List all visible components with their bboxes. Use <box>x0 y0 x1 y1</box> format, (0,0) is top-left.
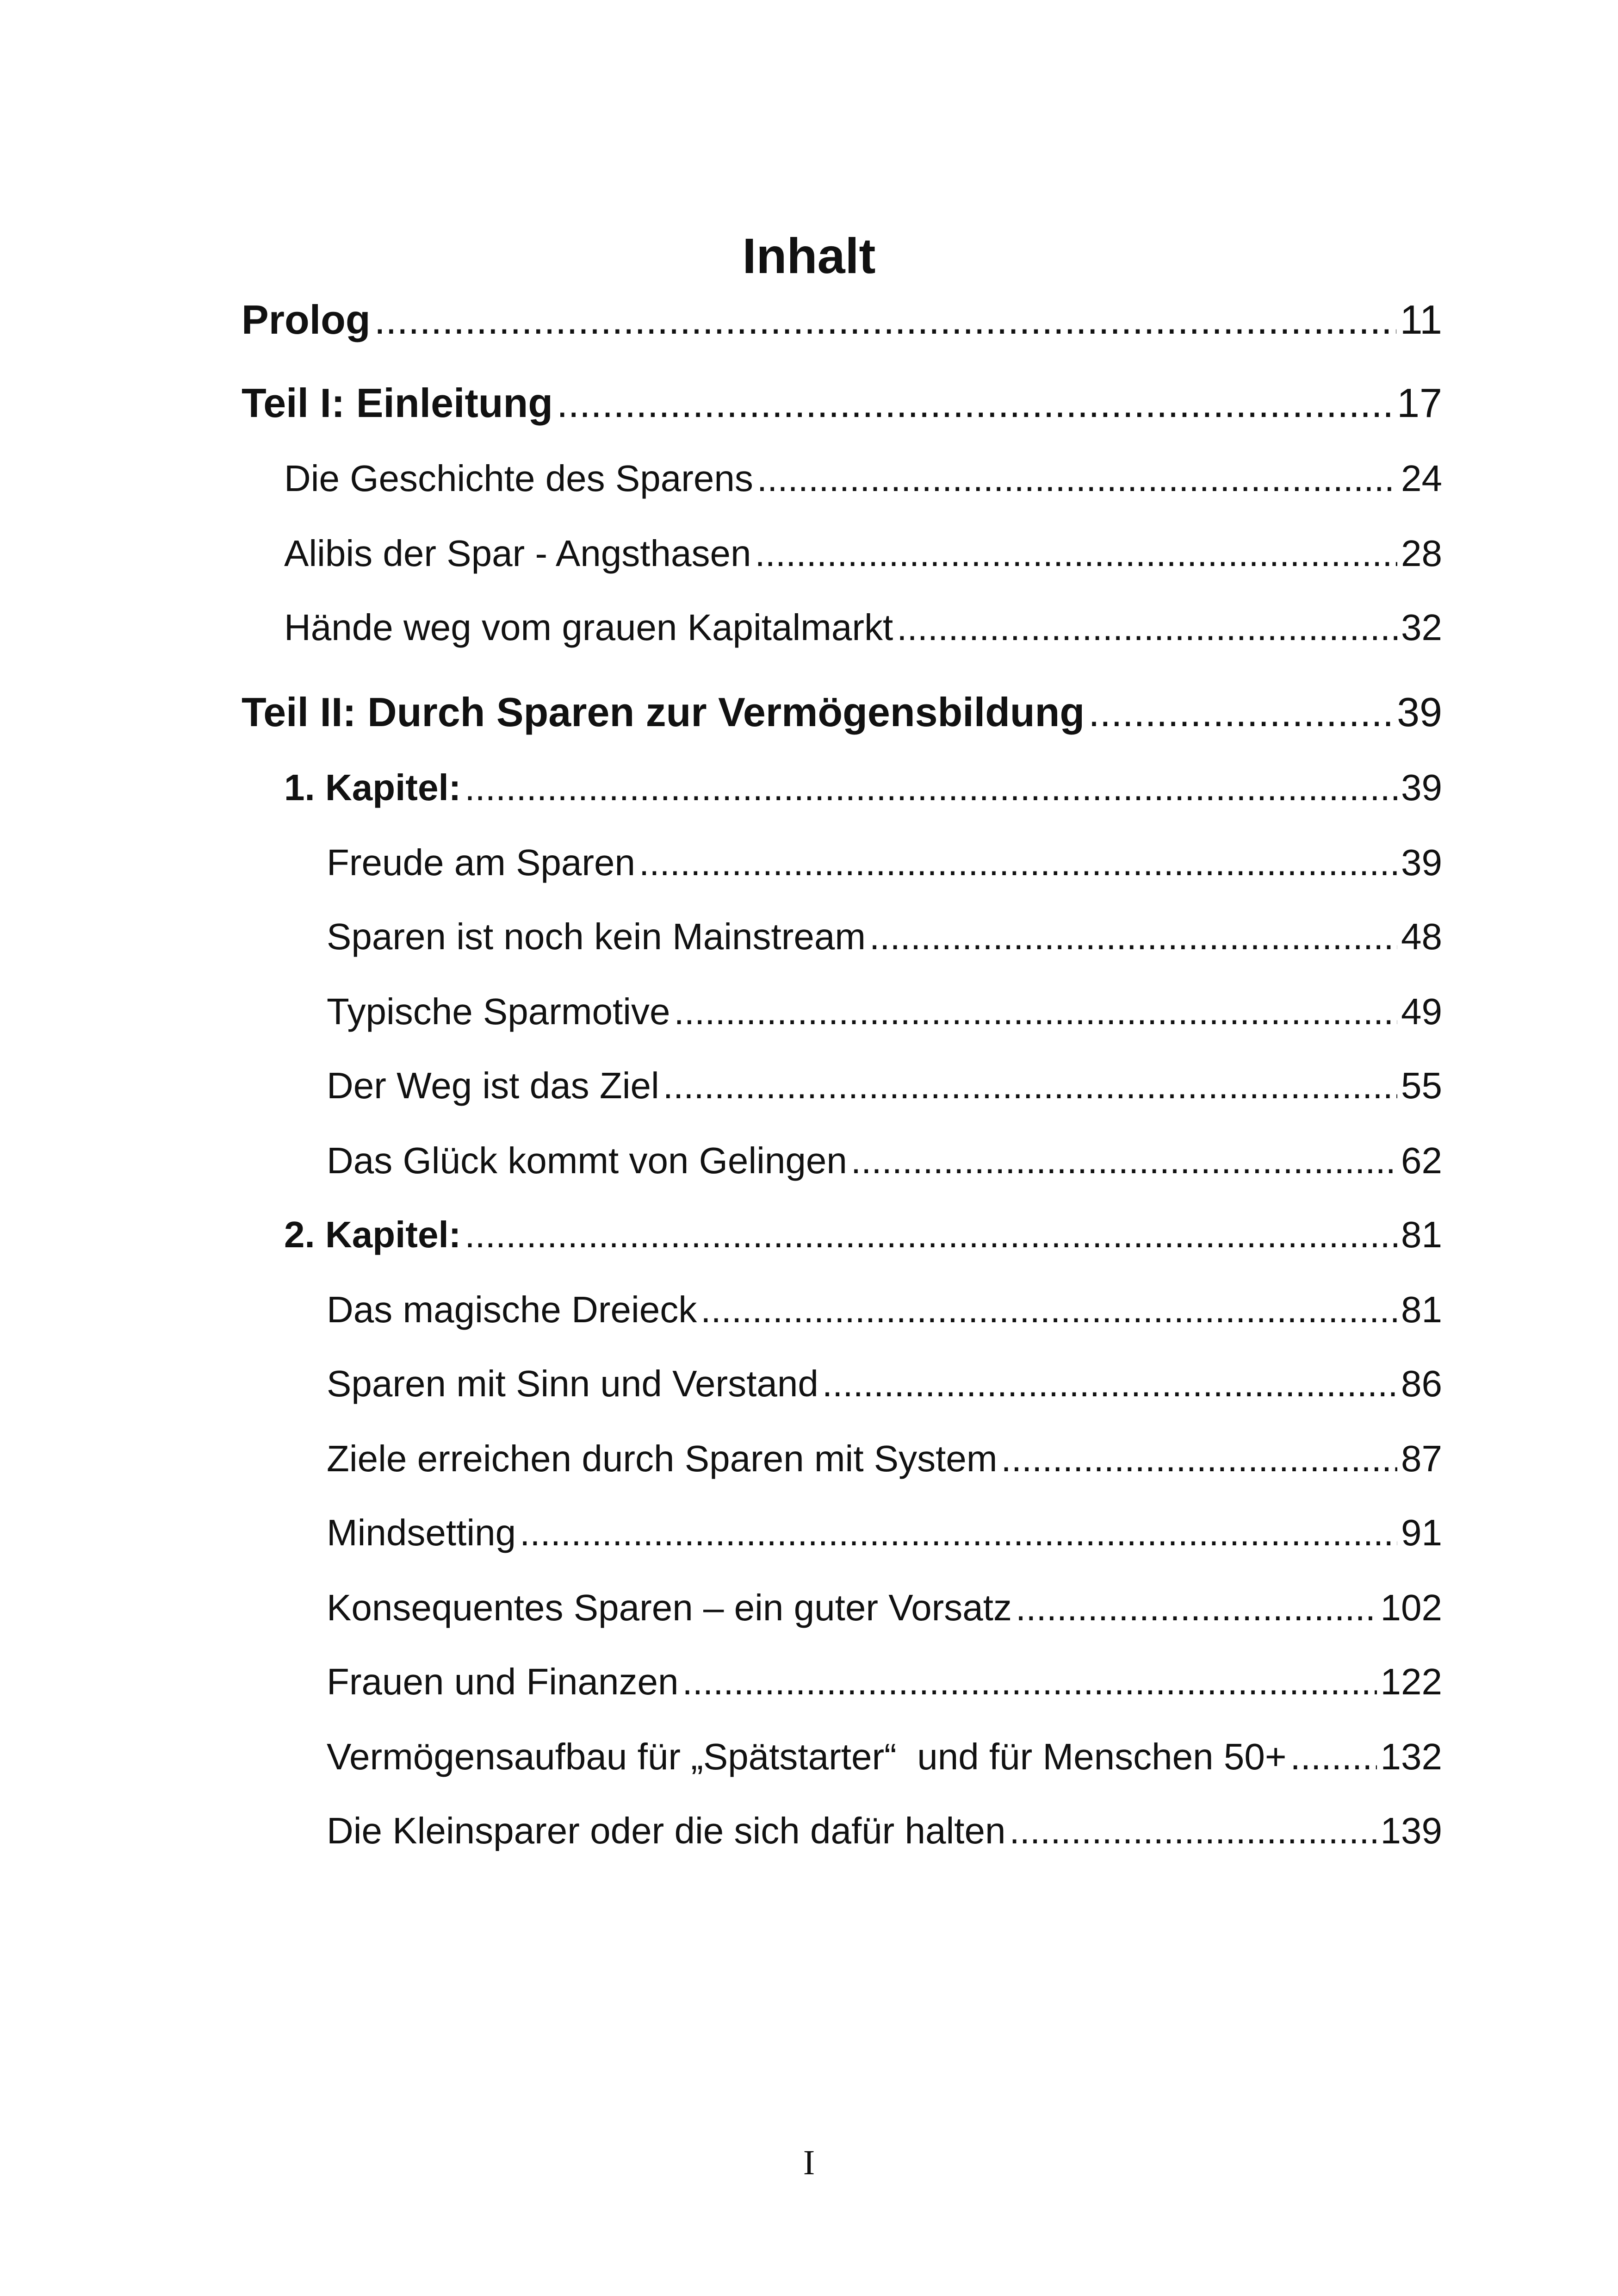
dot-leader <box>1001 1437 1398 1480</box>
dot-leader <box>674 990 1397 1033</box>
toc-entry-page-number: 86 <box>1401 1363 1442 1404</box>
toc-entry-label: Sparen ist noch kein Mainstream <box>327 916 866 957</box>
toc-entry-page-number: 87 <box>1401 1438 1442 1479</box>
toc-entry-page-number: 39 <box>1401 767 1442 808</box>
toc-entry <box>284 606 1442 649</box>
toc-entry-label: Alibis der Spar - Angsthasen <box>284 533 751 574</box>
toc-entry <box>327 1587 1442 1629</box>
dot-leader <box>757 457 1397 500</box>
toc-entry-page-number: 39 <box>1401 842 1442 883</box>
toc-entry-page-number: 48 <box>1401 916 1442 957</box>
dot-leader <box>869 915 1397 958</box>
toc-entry-page-number: 32 <box>1401 607 1442 648</box>
dot-leader <box>1010 1810 1377 1852</box>
toc-entry <box>327 1288 1442 1331</box>
toc-entry-page-number: 139 <box>1380 1810 1442 1851</box>
toc-entry <box>327 841 1442 884</box>
toc-entry <box>242 380 1442 426</box>
toc-entry <box>327 1810 1442 1852</box>
toc-entry <box>284 1213 1442 1256</box>
toc-entry-label: Die Kleinsparer oder die sich dafür halten <box>327 1810 1006 1851</box>
toc-entry-label: Ziele erreichen durch Sparen mit System <box>327 1438 998 1479</box>
toc-entry <box>327 1363 1442 1405</box>
toc-entry-label: Hände weg vom grauen Kapitalmarkt <box>284 607 893 648</box>
toc-entry-label: Mindsetting <box>327 1512 516 1553</box>
toc-entry-label: Freude am Sparen <box>327 842 636 883</box>
toc-entry-page-number: 62 <box>1401 1140 1442 1181</box>
toc-entry <box>327 1064 1442 1107</box>
dot-leader <box>557 380 1393 426</box>
toc-entry-label: 2. Kapitel: <box>284 1214 461 1255</box>
dot-leader <box>374 296 1396 343</box>
page-title: Inhalt <box>742 228 876 284</box>
dot-leader <box>1016 1587 1377 1629</box>
toc-entry <box>284 532 1442 575</box>
toc-entry <box>284 766 1442 809</box>
toc-entry-label: Das Glück kommt von Gelingen <box>327 1140 847 1181</box>
toc-entry <box>242 689 1442 735</box>
toc-entry <box>284 457 1442 500</box>
toc-entry-label: Konsequentes Sparen – ein guter Vorsatz <box>327 1587 1012 1628</box>
toc-entry-page-number: 132 <box>1380 1736 1442 1777</box>
dot-leader <box>897 606 1397 649</box>
toc-entry-label: Typische Sparmotive <box>327 991 670 1032</box>
dot-leader <box>663 1064 1397 1107</box>
toc-entry-label: Das magische Dreieck <box>327 1289 697 1330</box>
toc-entry-page-number: 81 <box>1401 1289 1442 1330</box>
dot-leader <box>682 1661 1377 1703</box>
dot-leader <box>755 532 1397 575</box>
toc-entry-page-number: 11 <box>1400 297 1442 342</box>
dot-leader <box>701 1288 1397 1331</box>
dot-leader <box>1290 1736 1377 1778</box>
toc-entry <box>242 296 1442 343</box>
toc-entry-page-number: 91 <box>1401 1512 1442 1553</box>
dot-leader <box>639 841 1397 884</box>
toc-entry-label: Der Weg ist das Ziel <box>327 1065 659 1106</box>
toc-entry-page-number: 102 <box>1380 1587 1442 1628</box>
toc-entry <box>327 1512 1442 1554</box>
toc-entry-page-number: 17 <box>1397 380 1442 426</box>
toc-entry-label: Frauen und Finanzen <box>327 1661 679 1702</box>
toc-entry-page-number: 122 <box>1380 1661 1442 1702</box>
page-number-folio: I <box>803 2143 815 2182</box>
toc-entry <box>327 1661 1442 1703</box>
toc-entry-label: Teil II: Durch Sparen zur Vermögensbildung <box>242 689 1085 735</box>
dot-leader <box>520 1512 1397 1554</box>
toc-entry-page-number: 24 <box>1401 458 1442 499</box>
toc-entry-label: Teil I: Einleitung <box>242 380 553 426</box>
toc-entry <box>327 1437 1442 1480</box>
toc-entry <box>327 1139 1442 1182</box>
dot-leader <box>465 766 1397 809</box>
toc-entry-label: Die Geschichte des Sparens <box>284 458 753 499</box>
toc-entry-label: Vermögensaufbau für „Spätstarter“ und für Menschen 50+ <box>327 1736 1287 1777</box>
toc-entry-page-number: 39 <box>1397 689 1442 735</box>
dot-leader <box>1088 689 1393 735</box>
toc-entry-page-number: 81 <box>1401 1214 1442 1255</box>
toc-entry-label: Sparen mit Sinn und Verstand <box>327 1363 818 1404</box>
toc-entry-label: Prolog <box>242 297 371 342</box>
toc-entry <box>327 990 1442 1033</box>
dot-leader <box>851 1139 1397 1182</box>
toc-entry <box>327 1736 1442 1778</box>
toc-entry-page-number: 49 <box>1401 991 1442 1032</box>
toc-entry-page-number: 55 <box>1401 1065 1442 1106</box>
dot-leader <box>465 1213 1397 1256</box>
toc-entry-label: 1. Kapitel: <box>284 767 461 808</box>
toc-entry <box>327 915 1442 958</box>
toc-entry-page-number: 28 <box>1401 533 1442 574</box>
dot-leader <box>822 1363 1397 1405</box>
